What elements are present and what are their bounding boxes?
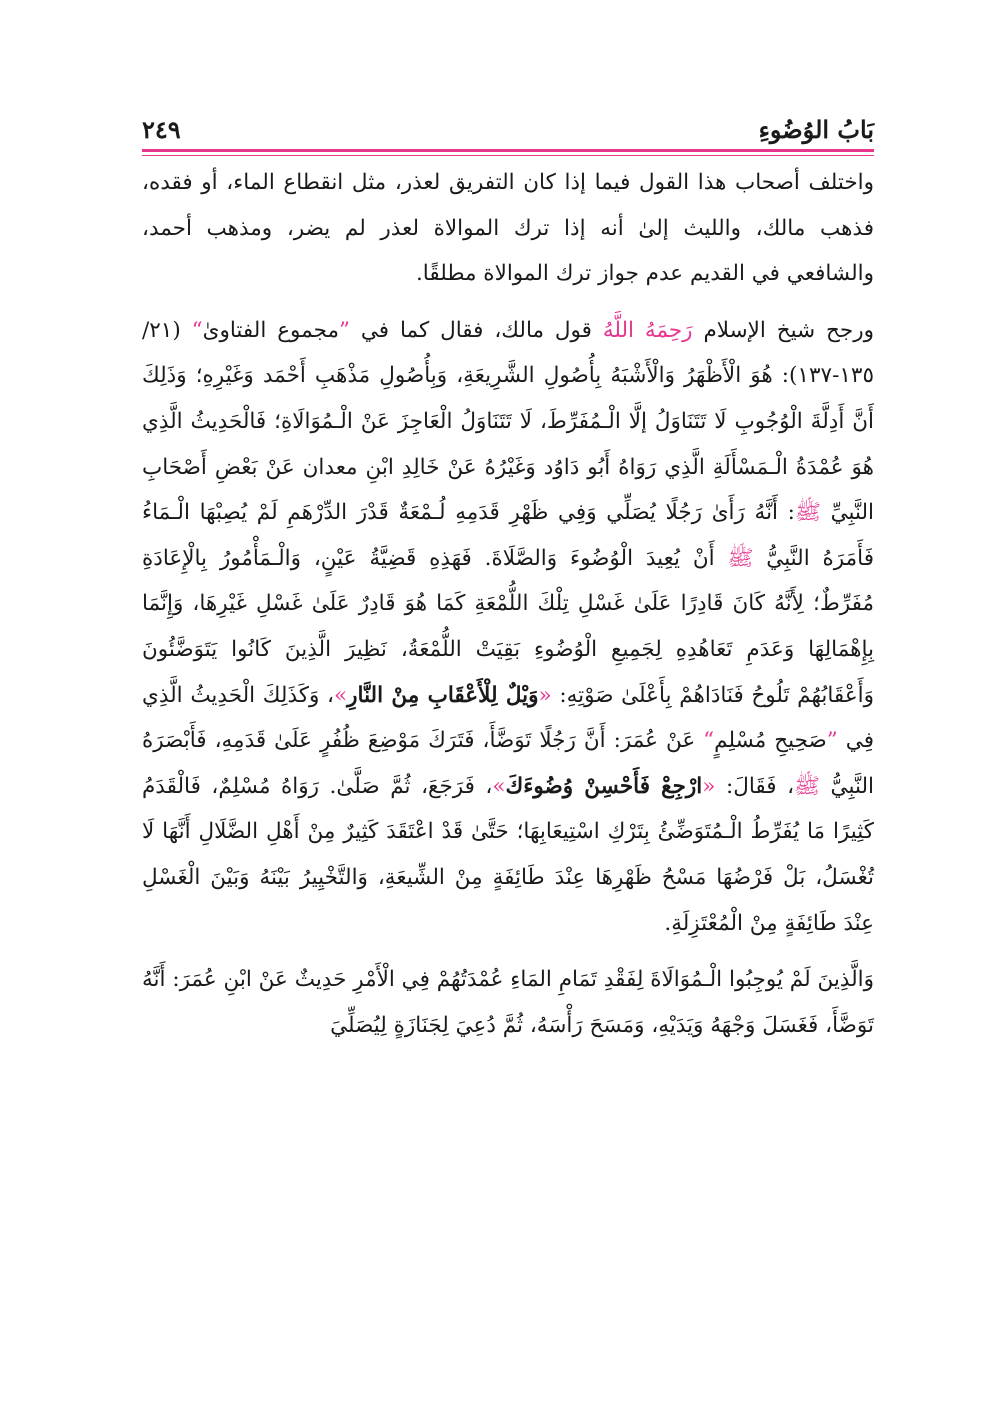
text-run: : أَنَّهُ رَأَىٰ رَجُلًا يُصَلِّي وَفِي ظَهْرِ قَدَمِهِ لُـمْعَةٌ قَدْرَ الدِّرْهَمِ لَمْ يُصِبْهَا الْـمَاءُ فَأَمَرَهُ النَّبِيُّ xyxy=(142,500,874,571)
hadith-quote: وَيْلٌ لِلْأَعْقَابِ مِنْ النَّارِ xyxy=(347,682,539,708)
page-number: ٢٤٩ xyxy=(142,115,181,144)
hadith-quote: ارْجِعْ فَأَحْسِنْ وُضُوءَكَ xyxy=(505,773,703,799)
highlight-mark: » xyxy=(333,682,348,708)
highlight-mark: « xyxy=(702,773,716,799)
highlight-mark: ﷺ xyxy=(794,773,821,799)
highlight-mark: ﷺ xyxy=(727,545,754,571)
text-run: مجموع الفتاوىٰ xyxy=(202,317,339,343)
text-run: أَنْ يُعِيدَ الْوُضُوءَ وَالصَّلَاةَ. فَهَذِهِ قَضِيَّةُ عَيْنٍ، وَالْـمَأْمُورُ بِالْإِعَادَةِ مُفَرِّطٌ؛ لِأَنَّهُ كَانَ قَادِرًا عَلَىٰ غَسْلِ تِلْكَ اللُّمْعَةِ كَمَا هُوَ قَادِرٌ عَلَىٰ غَسْلِ غَيْرِهَا، وَإِنَّمَا بِإِهْمَالِهَا وَعَدَمِ تَعَاهُدِهِ لِجَمِيعِ الْوُضُوءِ بَقِيَتْ اللُّمْعَةُ، نَظِيرَ الَّذِينَ كَانُوا يَتَوَضَّئُونَ وَأَعْقَابُهُمْ تَلُوحُ فَنَادَاهُمْ بِأَعْلَىٰ صَوْتِهِ: xyxy=(142,545,874,708)
highlight-mark: “ xyxy=(191,317,203,343)
highlight-mark: ” xyxy=(826,728,838,754)
text-run: ورجح شيخ الإسلام xyxy=(692,317,874,343)
page-header xyxy=(142,112,874,148)
text-run: واختلف أصحاب هذا القول فيما إذا كان التفريق لعذر، مثل انقطاع الماء، أو فقده، فذهب مالك، والليث إلىٰ أنه إذا ترك الموالاة لعذر لم يضر، ومذهب أحمد، والشافعي في القديم عدم جواز ترك الموالاة مطلقًا. xyxy=(142,170,874,287)
highlight-mark: « xyxy=(538,682,552,708)
paragraph-2 xyxy=(142,308,874,946)
text-run: قول مالك، فقال كما في xyxy=(349,317,603,343)
highlight-mark: » xyxy=(492,773,506,799)
text-run: وَالَّذِينَ لَمْ يُوجِبُوا الْـمُوَالَاةَ لِفَقْدِ تَمَامِ المَاءِ عُمْدَتُهُمْ فِي الْأَمْرِ حَدِيثٌ عَنْ ابْنِ عُمَرَ: أَنَّهُ تَوَضَّأَ، فَغَسَلَ وَجْهَهُ وَيَدَيْهِ، وَمَسَحَ رَأْسَهُ، ثُمَّ دُعِيَ لِجَنَازَةٍ لِيُصَلِّيَ xyxy=(142,967,874,1038)
text-run: (٢١/ ١٣٥-١٣٧): هُوَ الْأَظْهَرُ وَالْأَشْبَهُ بِأُصُولِ الشَّرِيعَةِ، وَبِأُصُولِ مَذْهَبِ أَحْمَد وَغَيْرِهِ؛ وَذَلِكَ أَنَّ أَدِلَّةَ الْوُجُوبِ لَا تَتَنَاوَلُ إلَّا الْـمُفَرِّطَ، لَا تَتَنَاوَلُ الْعَاجِزَ عَنْ الْـمُوَالَاةِ؛ فَالْحَدِيثُ الَّذِي هُوَ عُمْدَةُ الْـمَسْأَلَةِ الَّذِي رَوَاهُ أَبُو دَاوُد وَغَيْرُهُ عَنْ خَالِدِ ابْنِ معدان عَنْ بَعْضِ أَصْحَابِ النَّبِيِّ xyxy=(142,317,874,526)
highlight-mark: رَحِمَهُ اللَّهُ xyxy=(602,317,693,343)
header-rule-thick xyxy=(142,149,874,152)
text-run: ، وَكَذَلِكَ الْحَدِيثُ الَّذِي فِي xyxy=(142,682,874,754)
main-text xyxy=(142,160,874,1048)
highlight-mark: “ xyxy=(703,728,715,754)
text-run: صَحِيحِ مُسْلِمٍ xyxy=(714,728,827,754)
highlight-mark: ﷺ xyxy=(794,500,821,526)
text-run: عَنْ عُمَرَ: أَنَّ رَجُلًا تَوَضَّأَ، فَتَرَكَ مَوْضِعَ ظُفُرٍ عَلَىٰ قَدَمِهِ، فَأَبْصَرَهُ النَّبِيُّ xyxy=(142,728,874,799)
text-run: ، فَرَجَعَ، ثُمَّ صَلَّىٰ. رَوَاهُ مُسْلِمٌ، فَالْقَدَمُ كَثِيرًا مَا يُفَرِّطُ الْـمُتَوَضِّئُ بِتَرْكِ اسْتِيعَابِهَا؛ حَتَّىٰ قَدْ اعْتَقَدَ كَثِيرٌ مِنْ أَهْلِ الضَّلَالِ أَنَّهَا لَا تُغْسَلُ، بَلْ فَرْضُهَا مَسْحُ ظَهْرِهَا عِنْدَ طَائِفَةٍ مِنْ الشِّيعَةِ، وَالتَّخْيِيرُ بَيْنَهُ وَبَيْنَ الْغَسْلِ عِنْدَ طَائِفَةٍ مِنْ الْمُعْتَزِلَةِ. xyxy=(142,773,874,936)
highlight-mark: ” xyxy=(338,317,350,343)
paragraph-3 xyxy=(142,957,874,1048)
text-run: ، فَقَالَ: xyxy=(715,773,795,799)
running-title: بَابُ الوُضُوءِ xyxy=(758,115,874,144)
paragraph-1 xyxy=(142,160,874,297)
header-rule-thin xyxy=(142,155,874,156)
